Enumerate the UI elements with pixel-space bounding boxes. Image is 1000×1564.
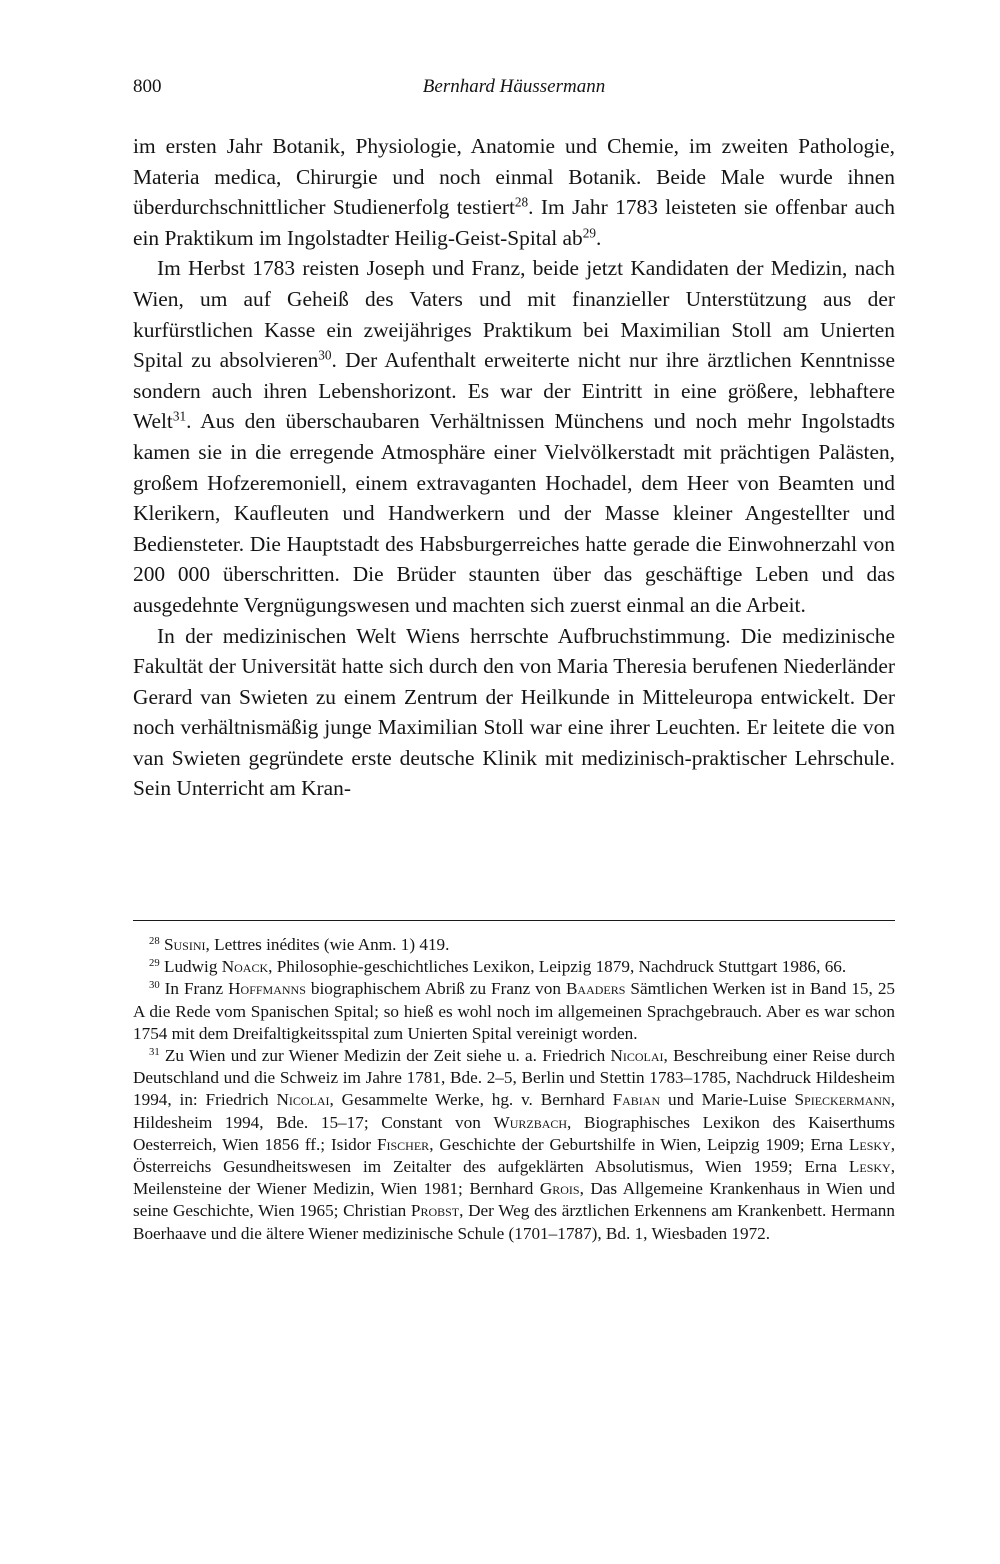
footnote-ref-29[interactable]: 29	[582, 225, 596, 241]
author-name: Nicolai	[610, 1046, 664, 1066]
author-name: Lesky	[848, 1157, 891, 1177]
author-name: Noack	[221, 957, 269, 977]
footnote-ref-31[interactable]: 31	[172, 409, 187, 425]
footnote-divider	[133, 920, 895, 921]
paragraph-2: Im Herbst 1783 reisten Joseph und Franz, beide jetzt Kandidaten der Medizin, nach Wien, um auf Geheiß des Vaters und mit finanzieller Unterstützung aus der kurfürstlichen Kasse ein zweijähriges Praktikum bei Maximilian Stoll am Unierten Spital zu absolvieren$^{30}$. Der Aufenthalt erweiterte nicht nur ihre ärztlichen Kenntnisse sondern auch ihren Lebenshorizont. Es war der Eintritt in eine größere, lebhaftere Welt$^{31}$. Aus den überschaubaren Verhältnissen Münchens und noch mehr Ingolstadts kamen sie in die erregende Atmosphäre einer Vielvölkerstadt mit prächtigen Palästen, großem Hofzeremoniell, einem extravaganten Hochadel, dem Heer von Beamten und Klerikern, Kaufleuten und Handwerkern und der Masse kleiner Angestellter und Bediensteter. Die Hauptstadt des Habsburgerreiches hatte gerade die Einwohnerzahl von 200 000 überschritten. Die Brüder staunten über das geschäftige Leben und das ausgedehnte Vergnügungswesen und machten sich zuerst einmal an die Arbeit.	[133, 256, 896, 617]
footnote-number: 31	[149, 1047, 160, 1059]
author-name: Lesky	[848, 1134, 891, 1154]
footnote-ref-30[interactable]: 30	[318, 347, 332, 363]
author-name: Fischer	[376, 1134, 430, 1154]
page-header	[133, 76, 895, 106]
paragraph-3: In der medizinischen Welt Wiens herrschte Aufbruchstimmung. Die medizinische Fakultät der Universität hatte sich durch den von Maria Theresia berufenen Niederländer Gerard van Swieten zu einem Zentrum der Heilkunde in Mitteleuropa entwickelt. Der noch verhältnismäßig junge Maximilian Stoll war eine ihrer Leuchten. Er leitete die von van Swieten gegründete erste deutsche Klinik mit medizinisch-praktischer Lehrschule. Sein Unterricht am Kran-	[133, 623, 895, 801]
footnote-number: 28	[149, 936, 160, 948]
footnote-31: $^{31}$ Zu Wien und zur Wiener Medizin der Zeit siehe u. a. Friedrich Nicolai, Beschreibung einer Reise durch Deutschland und die Schweiz im Jahre 1781, Bde. 2–5, Berlin und Stettin 1783–1785, Nachdruck Hildesheim 1994, in: Friedrich Nicolai, Gesammelte Werke, hg. v. Bernhard Fabian und Marie-Luise Spieckermann, Hildesheim 1994, Bde. 15–17; Constant von Wurzbach, Biographisches Lexikon des Kaiserthums Oesterreich, Wien 1856 ff.; Isidor Fischer, Geschichte der Geburtshilfe in Wien, Leipzig 1909; Erna Lesky, Österreichs Gesundheitswesen im Zeitalter des aufgeklärten Absolutismus, Wien 1959; Erna Lesky, Meilensteine der Wiener Medizin, Wien 1981; Bernhard Grois, Das Allgemeine Krankenhaus in Wien und seine Geschichte, Wien 1965; Christian Probst, Der Weg des ärztlichen Erkennens am Krankenbett. Hermann Boerhaave und die ältere Wiener medizinische Schule (1701–1787), Bd. 1, Wiesbaden 1972.	[133, 1046, 895, 1243]
running-title: Bernhard Häussermann	[422, 76, 606, 97]
author-name: Nicolai	[276, 1090, 330, 1110]
footnote-30: $^{30}$ In Franz Hoffmanns biographischem Abriß zu Franz von Baaders Sämtlichen Werken ist in Band 15, 25 A die Rede vom Spanischen Spital; so hieß es wohl noch im allgemeinen Sprachgebrauch. Aber es war schon 1754 mit dem Dreifaltigkeitsspital zum Unierten Spital vereinigt worden.	[133, 979, 896, 1043]
author-name: Grois	[539, 1179, 580, 1199]
author-name: Baaders	[565, 979, 626, 999]
author-name: Hoffmanns	[228, 979, 306, 999]
author-name: Susini	[163, 935, 206, 954]
footnote-number: 29	[149, 958, 160, 970]
body-text	[133, 131, 895, 804]
author-name: Fabian	[612, 1090, 661, 1110]
footnotes	[133, 934, 895, 1245]
page-number: 800	[133, 76, 162, 97]
footnote-29: $^{29}$ Ludwig Noack, Philosophie-geschichtliches Lexikon, Leipzig 1879, Nachdruck Stuttgart 1986, 66.	[149, 957, 847, 977]
paragraph-1: im ersten Jahr Botanik, Physiologie, Anatomie und Chemie, im zweiten Pathologie, Materia medica, Chirurgie und noch einmal Botanik. Beide Male wurde ihnen überdurchschnittlicher Studienerfolg testiert$^{28}$. Im Jahr 1783 leisteten sie offenbar auch ein Praktikum im Ingolstadter Heilig-Geist-Spital $ab^{29}$.	[133, 134, 895, 250]
footnote-28: $^{28}$ Susini, Lettres inédites (wie Anm. 1) 419.	[149, 935, 450, 954]
author-name: Spieckermann	[794, 1090, 891, 1110]
footnote-ref-28[interactable]: 28	[514, 194, 529, 210]
footnote-number: 30	[149, 980, 160, 992]
author-name: Wurzbach	[493, 1112, 568, 1132]
author-name: Probst	[410, 1201, 460, 1221]
